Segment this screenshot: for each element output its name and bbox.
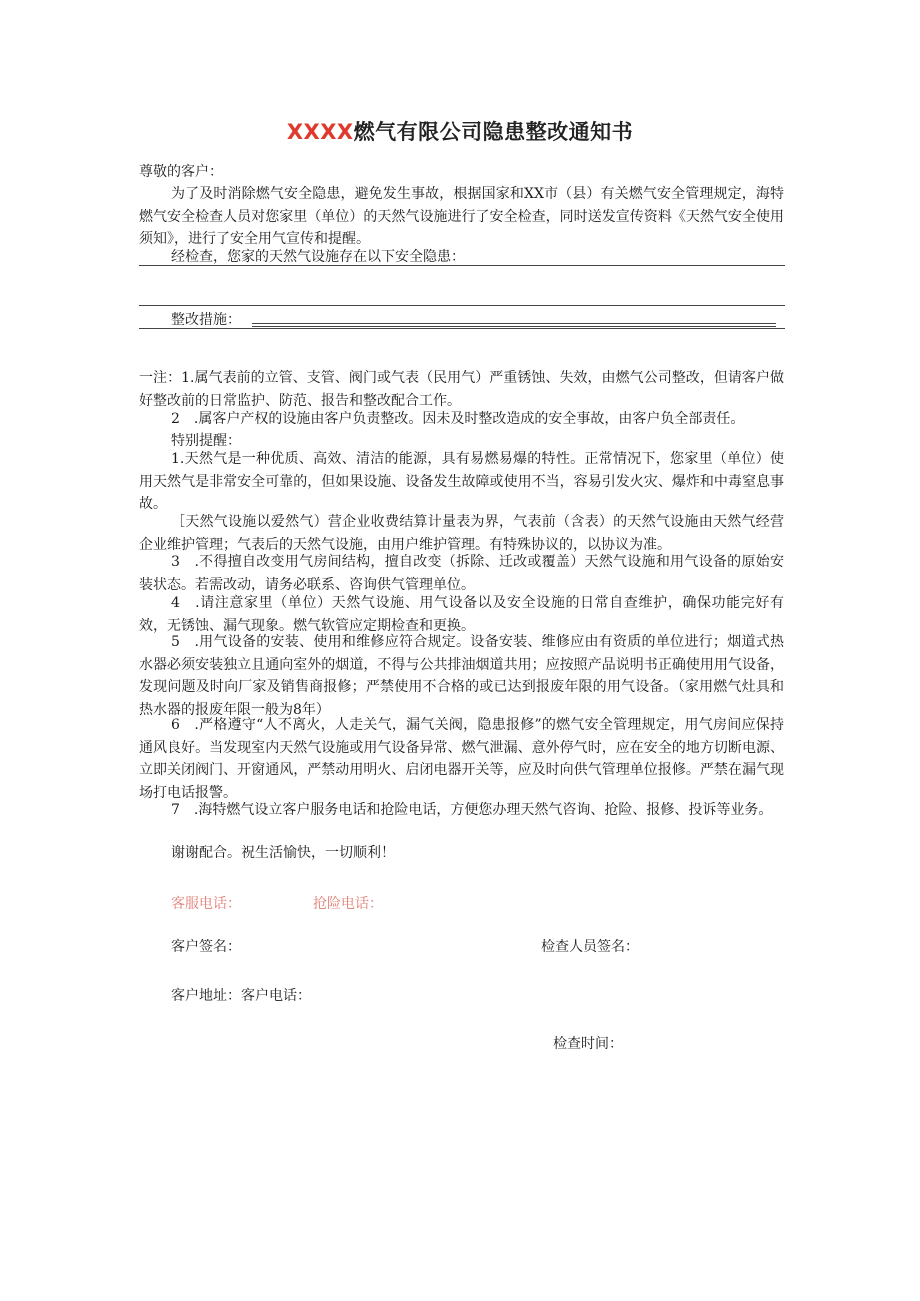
rectify-label: 整改措施：: [171, 312, 241, 328]
customer-address-phone-label: 客户地址：客户电话：: [171, 988, 311, 1004]
tip-2: ［天然气设施以爱然气）营企业收费结算计量表为界，气表前（含表）的天然气设施由天然气经营企业维护管理；气表后的天然气设施，由用户维护管理。有特殊协议的，以协议为准。: [139, 514, 784, 553]
service-phone-label: 客服电话：: [171, 896, 241, 912]
note-1: 一注：1.属气表前的立管、支管、阀门或气表（民用气）严重锈蚀、失效，由燃气公司整改，但请客户做好整改前的日常监护、防范、报告和整改配合工作。: [139, 370, 784, 409]
title-text: 燃气有限公司隐患整改通知书: [353, 120, 634, 144]
inspection-label: 经检查，您家的天然气设施存在以下安全隐患：: [171, 249, 465, 265]
tip-6: 6 .严格遵守“人不离火，人走关气，漏气关阀，隐患报修”的燃气安全管理规定，用气房间应保持通风良好。当发现室内天然气设施或用气设备异常、燃气泄漏、意外停气时，应在安全的地方切断电源、立即关闭阀门、开窗通风，严禁动用明火、启闭电器开关等，应及时向供气管理单位报修。严禁在漏气现场打电话报警。: [139, 717, 784, 801]
page-title: [0, 116, 920, 146]
tip-1: 1.天然气是一种优质、高效、清洁的能源，具有易燃易爆的特性。正常情况下，您家里（单位）使用天然气是非常安全可靠的，但如果设施、设备发生故障或使用不当，容易引发火灾、爆炸和中毒窒息事故。: [139, 451, 784, 513]
rectify-fill-line: [252, 323, 776, 327]
rectify-underline: [139, 328, 785, 329]
tip-4: 4 .请注意家里（单位）天然气设施、用气设备以及安全设施的日常自查维护，确保功能完好有效，无锈蚀、漏气现象。燃气软管应定期检查和更换。: [139, 595, 784, 634]
emergency-phone-label: 抢险电话：: [313, 896, 383, 912]
tip-3: 3 .不得擅自改变用气房间结构，擅自改变（拆除、迁改或覆盖）天然气设施和用气设备的原始安装状态。若需改动，请务必联系、咨询供气管理单位。: [139, 554, 784, 593]
title-company-placeholder: XXXX: [286, 120, 354, 144]
note-2: 2 .属客户产权的设施由客户负责整改。因未及时整改造成的安全事故，由客户负全部责任。: [171, 411, 745, 427]
customer-signature-label: 客户签名：: [171, 939, 241, 955]
tip-7: 7 .海特燃气设立客户服务电话和抢险电话，方便您办理天然气咨询、抢险、报修、投诉等业务。: [171, 802, 773, 818]
hazard-underline: [139, 265, 785, 266]
tip-5: 5 .用气设备的安装、使用和维修应符合规定。设备安装、维修应由有资质的单位进行；烟道式热水器必须安装独立且通向室外的烟道，不得与公共排油烟道共用；应按照产品说明书正确使用用气设备，发现问题及时向厂家及销售商报修；严禁使用不合格的或已达到报废年限的用气设备。（家用燃气灶具和热水器的报废年限一般为8年）: [139, 634, 784, 718]
thanks-text: 谢谢配合。祝生活愉快，一切顺利！: [171, 845, 395, 861]
inspector-signature-label: 检查人员签名：: [541, 939, 639, 955]
special-reminder-label: 特别提醒：: [171, 433, 241, 449]
intro-paragraph: 为了及时消除燃气安全隐患，避免发生事故，根据国家和XX市（县）有关燃气安全管理规定，海特燃气安全检查人员对您家里（单位）的天然气设施进行了安全检查，同时送发宣传资料《天然气安全使用须知》，进行了安全用气宣传和提醒。: [139, 186, 784, 248]
check-time-label: 检查时间：: [553, 1036, 623, 1052]
greeting: 尊敬的客户：: [139, 164, 223, 180]
hazard-blank-line: [139, 305, 785, 306]
